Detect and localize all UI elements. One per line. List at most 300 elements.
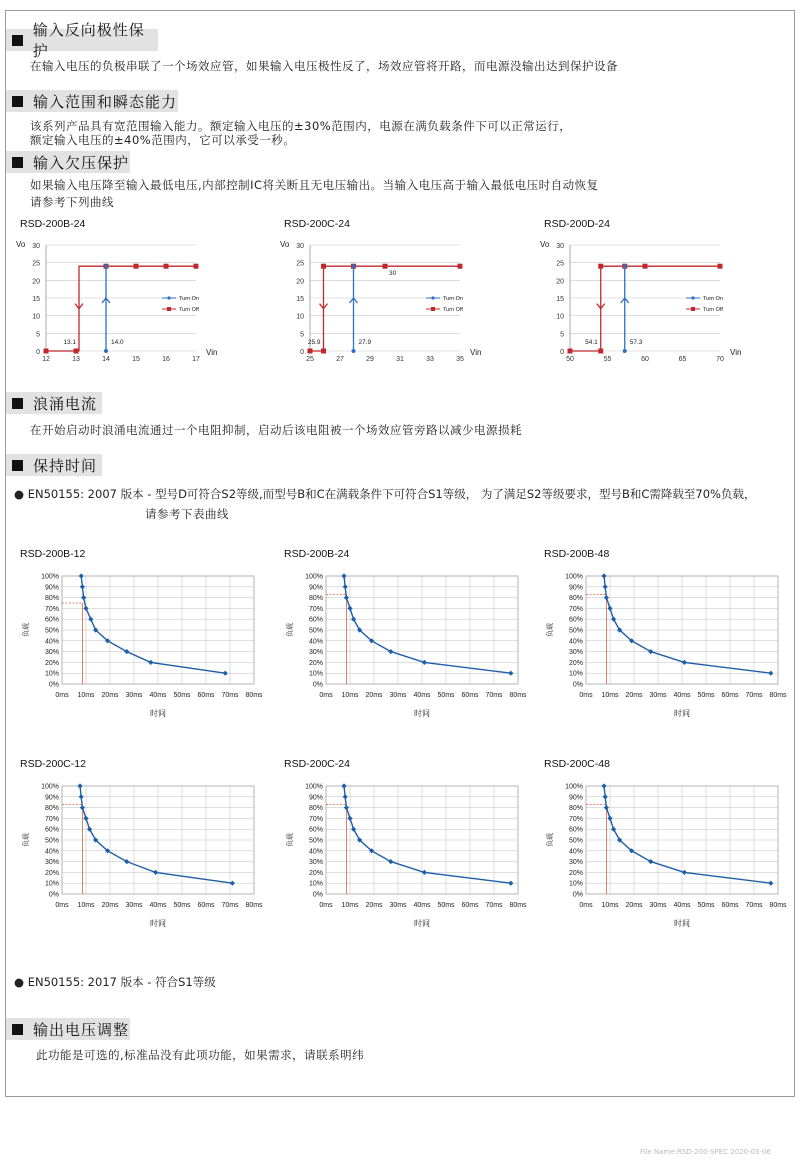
section-text-line2: 请参考下列曲线 [30, 195, 114, 209]
x-tick-label: 20ms [625, 692, 643, 699]
section-text: 此功能是可选的,标准品没有此项功能，如果需求，请联系明纬 [36, 1048, 365, 1062]
section-title: 输出电压调整 [33, 1020, 130, 1039]
turn-off-marker [134, 264, 139, 269]
y-tick-label: 50% [568, 837, 583, 845]
section-title: 浪涌电流 [33, 394, 98, 413]
data-point-marker [603, 794, 608, 799]
square-bullet-icon [12, 35, 23, 46]
x-tick-label: 10ms [77, 902, 95, 909]
chart-title: RSD-200C-48 [544, 758, 610, 770]
y-tick-label: 30 [296, 243, 304, 250]
turn-off-marker [718, 264, 723, 269]
turn-off-marker [458, 264, 463, 269]
chart-title: RSD-200C-24 [284, 758, 350, 770]
holdup-curve-line [80, 786, 232, 883]
turn-off-marker [194, 264, 199, 269]
y-tick-label: 5 [36, 331, 40, 339]
y-axis-label: 负载 [547, 623, 554, 637]
x-tick-label: 10ms [341, 902, 359, 909]
x-tick-label: 80ms [245, 692, 263, 699]
data-label-turn-off: 54.1 [585, 338, 598, 346]
legend-turn-off-label: Turn Off [179, 307, 199, 313]
square-bullet-icon [12, 157, 23, 168]
data-point-marker [604, 595, 609, 600]
legend-turn-off-label: Turn Off [703, 307, 723, 313]
data-point-marker [601, 573, 606, 578]
x-axis-label: 时间 [414, 709, 430, 718]
y-tick-label: 100% [305, 573, 323, 581]
holdup-curve-line [81, 576, 225, 673]
y-tick-label: 90% [44, 794, 59, 802]
y-tick-label: 25 [296, 260, 304, 268]
data-label-output: 30 [389, 270, 397, 278]
y-tick-label: 30% [308, 859, 323, 867]
y-tick-label: 70% [44, 815, 59, 823]
y-axis-label: 负载 [23, 833, 30, 847]
y-tick-label: 60% [568, 616, 583, 624]
y-tick-label: 0% [312, 891, 323, 899]
turn-on-marker [104, 264, 108, 268]
section-header-inrush [6, 392, 102, 414]
holdup-curve-line [604, 786, 771, 883]
y-tick-label: 40% [44, 848, 59, 856]
x-tick-label: 30ms [125, 902, 143, 909]
turn-off-marker [568, 349, 573, 354]
x-tick-label: 40ms [413, 692, 431, 699]
data-point-marker [611, 827, 616, 832]
turn-on-marker [104, 349, 108, 353]
data-point-marker [351, 827, 356, 832]
data-point-marker [682, 870, 687, 875]
y-tick-label: 40% [308, 848, 323, 856]
section-text: 在开始启动时浪涌电流通过一个电阻抑制，启动后该电阻被一个场效应管旁路以减少电源损耗 [30, 423, 522, 437]
x-tick-label: 12 [42, 356, 50, 363]
legend-turn-on-label: Turn On [179, 296, 199, 302]
square-bullet-icon [12, 460, 23, 471]
y-tick-label: 80% [44, 805, 59, 813]
y-tick-label: 80% [308, 805, 323, 813]
section-text: 在输入电压的负极串联了一个场效应管，如果输入电压极性反了，场效应管将开路，而电源没输出达到保护设备 [30, 59, 618, 73]
data-point-marker [422, 870, 427, 875]
holdup-curve-line [344, 576, 511, 673]
section-header-output-adjust [6, 1018, 130, 1040]
turn-off-marker [383, 264, 388, 269]
data-point-marker [80, 805, 85, 810]
chart-title: RSD-200C-24 [284, 218, 350, 230]
chart-title: RSD-200D-24 [544, 218, 610, 230]
data-point-marker [80, 584, 85, 589]
y-axis-label: 负载 [287, 623, 294, 637]
uvp-chart [538, 236, 778, 386]
data-point-marker [153, 870, 158, 875]
x-tick-label: 14 [102, 356, 110, 363]
data-point-marker [83, 816, 88, 821]
data-point-marker [422, 660, 427, 665]
x-tick-label: 20ms [365, 902, 383, 909]
y-tick-label: 10 [32, 313, 40, 321]
y-tick-label: 30 [556, 243, 564, 250]
x-tick-label: 70ms [745, 902, 763, 909]
x-tick-label: 50ms [437, 902, 455, 909]
y-tick-label: 0 [300, 349, 304, 356]
x-tick-label: 50ms [697, 692, 715, 699]
y-tick-label: 10% [44, 670, 59, 678]
legend-turn-on-marker [691, 296, 694, 299]
turn-on-marker [352, 349, 356, 353]
turn-off-marker [598, 349, 603, 354]
y-tick-label: 20% [44, 659, 59, 667]
x-axis-label: 时间 [150, 919, 166, 928]
turn-on-marker [623, 264, 627, 268]
holdup-chart [538, 566, 798, 756]
y-tick-label: 70% [308, 605, 323, 613]
x-tick-label: 60ms [461, 902, 479, 909]
x-tick-label: 27 [336, 356, 344, 363]
turn-off-marker [44, 349, 49, 354]
data-point-marker [81, 595, 86, 600]
x-tick-label: 40ms [149, 692, 167, 699]
y-tick-label: 20 [556, 278, 564, 286]
section-text-line1: 该系列产品具有宽范围输入能力。额定输入电压的±30%范围内，电源在满负载条件下可以正常运行， [30, 119, 572, 133]
x-tick-label: 20ms [101, 692, 119, 699]
y-tick-label: 90% [44, 584, 59, 592]
legend-turn-off-marker [431, 307, 435, 311]
y-tick-label: 50% [568, 627, 583, 635]
x-tick-label: 60 [641, 356, 649, 363]
section-title: 输入欠压保护 [33, 153, 130, 172]
x-tick-label: 50ms [173, 692, 191, 699]
section-header-uvp [6, 151, 130, 173]
x-tick-label: 29 [366, 356, 374, 363]
bullet-item-2007: ● EN50155: 2007 版本 - 型号D可符合S2等级,而型号B和C在满载条件下可符合S1等级， 为了满足S2等级要求，型号B和C需降载至70%负载， [14, 487, 756, 501]
x-tick-label: 25 [306, 356, 314, 363]
y-tick-label: 25 [556, 260, 564, 268]
x-tick-label: 50 [566, 356, 574, 363]
data-point-marker [604, 805, 609, 810]
x-tick-label: 70ms [745, 692, 763, 699]
y-tick-label: 0 [36, 349, 40, 356]
y-tick-label: 25 [32, 260, 40, 268]
y-tick-label: 80% [568, 595, 583, 603]
y-axis-label: 负载 [23, 623, 30, 637]
y-tick-label: 20 [296, 278, 304, 286]
y-tick-label: 0% [48, 681, 59, 689]
y-tick-label: 10 [296, 313, 304, 321]
x-tick-label: 80ms [509, 692, 527, 699]
x-tick-label: 30ms [649, 692, 667, 699]
y-tick-label: 70% [44, 605, 59, 613]
y-tick-label: 50% [44, 837, 59, 845]
turn-off-marker [164, 264, 169, 269]
legend-turn-on-label: Turn On [703, 296, 723, 302]
y-tick-label: 40% [568, 848, 583, 856]
y-tick-label: 70% [308, 815, 323, 823]
data-point-marker [230, 881, 235, 886]
y-tick-label: 50% [44, 627, 59, 635]
y-tick-label: 20% [568, 869, 583, 877]
y-tick-label: 60% [44, 826, 59, 834]
section-header-input-range [6, 90, 178, 112]
uvp-chart [278, 236, 518, 386]
x-tick-label: 10ms [341, 692, 359, 699]
y-tick-label: 10% [308, 880, 323, 888]
y-axis-label: 负载 [287, 833, 294, 847]
y-tick-label: 60% [44, 616, 59, 624]
chart-title: RSD-200B-48 [544, 548, 610, 560]
holdup-chart [278, 776, 538, 966]
data-label-turn-off: 25.9 [307, 338, 321, 346]
y-tick-label: 60% [308, 826, 323, 834]
x-tick-label: 13 [72, 356, 80, 363]
turn-off-marker [643, 264, 648, 269]
x-tick-label: 30ms [389, 692, 407, 699]
x-tick-label: 33 [426, 356, 434, 363]
x-tick-label: 31 [396, 356, 404, 363]
y-tick-label: 100% [41, 573, 59, 581]
x-tick-label: 60ms [721, 902, 739, 909]
y-axis-label: Vo [280, 240, 290, 249]
chart-title: RSD-200C-12 [20, 758, 86, 770]
legend-turn-off-marker [167, 307, 171, 311]
holdup-chart [14, 776, 274, 966]
x-tick-label: 60ms [197, 902, 215, 909]
y-tick-label: 10% [308, 670, 323, 678]
data-point-marker [344, 805, 349, 810]
data-point-marker [347, 606, 352, 611]
square-bullet-icon [12, 398, 23, 409]
data-point-marker [223, 671, 228, 676]
data-point-marker [607, 606, 612, 611]
y-tick-label: 20% [308, 869, 323, 877]
y-tick-label: 0% [572, 681, 583, 689]
y-tick-label: 100% [41, 783, 59, 791]
x-tick-label: 0ms [579, 692, 593, 699]
data-label-turn-on: 57.3 [629, 338, 643, 346]
data-point-marker [77, 783, 82, 788]
holdup-curve-line [344, 786, 511, 883]
y-tick-label: 90% [308, 794, 323, 802]
x-axis-label: Vin [206, 348, 218, 357]
y-tick-label: 0% [312, 681, 323, 689]
data-point-marker [603, 584, 608, 589]
data-label-turn-on: 27.9 [358, 338, 372, 346]
data-point-marker [682, 660, 687, 665]
x-tick-label: 0ms [55, 692, 69, 699]
y-tick-label: 20 [32, 278, 40, 286]
x-tick-label: 40ms [673, 692, 691, 699]
y-axis-label: 负载 [547, 833, 554, 847]
y-tick-label: 5 [560, 331, 564, 339]
data-point-marker [347, 816, 352, 821]
holdup-chart [538, 776, 798, 966]
x-axis-label: Vin [730, 348, 742, 357]
legend-turn-on-marker [167, 296, 170, 299]
x-tick-label: 80ms [769, 692, 787, 699]
y-tick-label: 0% [572, 891, 583, 899]
y-tick-label: 20% [44, 869, 59, 877]
y-tick-label: 30% [568, 859, 583, 867]
chart-title: RSD-200B-24 [284, 548, 350, 560]
x-tick-label: 30ms [649, 902, 667, 909]
holdup-curve-line [604, 576, 771, 673]
x-tick-label: 16 [162, 356, 170, 363]
turn-off-marker [308, 349, 313, 354]
legend-turn-on-label: Turn On [443, 296, 463, 302]
x-tick-label: 40ms [149, 902, 167, 909]
data-point-marker [343, 794, 348, 799]
x-tick-label: 50ms [697, 902, 715, 909]
y-tick-label: 40% [44, 638, 59, 646]
x-tick-label: 15 [132, 356, 140, 363]
y-tick-label: 30% [44, 649, 59, 657]
x-tick-label: 30ms [125, 692, 143, 699]
y-tick-label: 15 [296, 296, 304, 303]
y-tick-label: 90% [568, 584, 583, 592]
data-point-marker [343, 584, 348, 589]
turn-on-marker [623, 349, 627, 353]
data-point-marker [768, 881, 773, 886]
y-tick-label: 100% [565, 573, 583, 581]
y-tick-label: 30% [308, 649, 323, 657]
x-tick-label: 10ms [77, 692, 95, 699]
y-tick-label: 100% [565, 783, 583, 791]
y-tick-label: 0 [560, 349, 564, 356]
y-tick-label: 20% [568, 659, 583, 667]
x-tick-label: 40ms [673, 902, 691, 909]
square-bullet-icon [12, 96, 23, 107]
data-point-marker [83, 606, 88, 611]
data-label-turn-on: 14.0 [111, 338, 124, 346]
x-axis-label: 时间 [674, 709, 690, 718]
x-tick-label: 50ms [437, 692, 455, 699]
y-tick-label: 30% [568, 649, 583, 657]
legend-turn-off-marker [691, 307, 695, 311]
data-point-marker [508, 881, 513, 886]
turn-off-marker [321, 349, 326, 354]
holdup-chart [278, 566, 538, 756]
y-tick-label: 10% [568, 670, 583, 678]
section-text-line2: 额定输入电压的±40%范围内，它可以承受一秒。 [30, 133, 296, 147]
data-point-marker [344, 595, 349, 600]
data-point-marker [87, 827, 92, 832]
data-point-marker [341, 573, 346, 578]
turn-off-marker [598, 264, 603, 269]
x-tick-label: 70ms [485, 902, 503, 909]
y-tick-label: 90% [308, 584, 323, 592]
y-tick-label: 0% [48, 891, 59, 899]
y-tick-label: 30% [44, 859, 59, 867]
x-tick-label: 65 [678, 356, 687, 363]
bullet-dot-icon: ● [14, 975, 28, 989]
x-tick-label: 10ms [601, 692, 619, 699]
section-text-line1: 如果输入电压降至输入最低电压,内部控制IC将关断且无电压输出。当输入电压高于输入最低电压时自动恢复 [30, 178, 599, 192]
y-tick-label: 50% [308, 837, 323, 845]
data-point-marker [508, 671, 513, 676]
y-tick-label: 60% [568, 826, 583, 834]
x-tick-label: 80ms [769, 902, 787, 909]
holdup-chart [14, 566, 274, 756]
y-tick-label: 80% [568, 805, 583, 813]
x-tick-label: 30ms [389, 902, 407, 909]
data-point-marker [79, 573, 84, 578]
x-tick-label: 70ms [221, 692, 239, 699]
section-title: 保持时间 [33, 456, 98, 475]
legend-turn-off-label: Turn Off [443, 307, 463, 313]
x-tick-label: 20ms [365, 692, 383, 699]
x-tick-label: 35 [456, 356, 464, 363]
y-tick-label: 90% [568, 794, 583, 802]
x-tick-label: 60ms [197, 692, 215, 699]
x-tick-label: 80ms [509, 902, 527, 909]
x-tick-label: 10ms [601, 902, 619, 909]
y-tick-label: 15 [32, 296, 40, 303]
uvp-chart [14, 236, 254, 386]
y-tick-label: 70% [568, 815, 583, 823]
x-tick-label: 17 [192, 356, 200, 363]
x-tick-label: 60ms [721, 692, 739, 699]
legend-turn-on-marker [431, 296, 434, 299]
data-point-marker [768, 671, 773, 676]
y-tick-label: 10 [556, 313, 564, 321]
y-axis-label: Vo [540, 240, 550, 249]
y-tick-label: 5 [300, 331, 304, 339]
y-tick-label: 70% [568, 605, 583, 613]
x-tick-label: 60ms [461, 692, 479, 699]
turn-off-marker [74, 349, 79, 354]
data-point-marker [79, 794, 84, 799]
y-tick-label: 100% [305, 783, 323, 791]
x-tick-label: 50ms [173, 902, 191, 909]
y-tick-label: 10% [568, 880, 583, 888]
y-tick-label: 15 [556, 296, 564, 303]
data-label-turn-off: 13.1 [63, 338, 76, 346]
y-axis-label: Vo [16, 240, 26, 249]
square-bullet-icon [12, 1024, 23, 1035]
y-tick-label: 10% [44, 880, 59, 888]
section-title: 输入范围和瞬态能力 [33, 92, 178, 111]
y-tick-label: 50% [308, 627, 323, 635]
x-tick-label: 20ms [625, 902, 643, 909]
x-tick-label: 20ms [101, 902, 119, 909]
y-tick-label: 40% [308, 638, 323, 646]
x-tick-label: 70ms [221, 902, 239, 909]
turn-off-marker [321, 264, 326, 269]
y-tick-label: 20% [308, 659, 323, 667]
footer-file-name: File Name:RSD-200-SPEC 2020-03-06 [640, 1148, 771, 1156]
data-point-marker [88, 617, 93, 622]
bullet-dot-icon: ● [14, 487, 28, 501]
data-point-marker [148, 660, 153, 665]
x-tick-label: 0ms [319, 692, 333, 699]
y-tick-label: 40% [568, 638, 583, 646]
x-axis-label: 时间 [674, 919, 690, 928]
chart-title: RSD-200B-12 [20, 548, 86, 560]
x-axis-label: 时间 [414, 919, 430, 928]
section-title: 输入反向极性保护 [32, 21, 145, 60]
section-header-reverse-polarity [6, 21, 158, 60]
data-point-marker [611, 617, 616, 622]
x-tick-label: 70 [716, 356, 724, 363]
x-tick-label: 0ms [319, 902, 333, 909]
data-point-marker [601, 783, 606, 788]
y-tick-label: 80% [44, 595, 59, 603]
x-axis-label: 时间 [150, 709, 166, 718]
y-tick-label: 80% [308, 595, 323, 603]
x-tick-label: 0ms [579, 902, 593, 909]
x-axis-label: Vin [470, 348, 482, 357]
bullet-item-2017: ● EN50155: 2017 版本 - 符合S1等级 [14, 975, 216, 989]
chart-title: RSD-200B-24 [20, 218, 86, 230]
